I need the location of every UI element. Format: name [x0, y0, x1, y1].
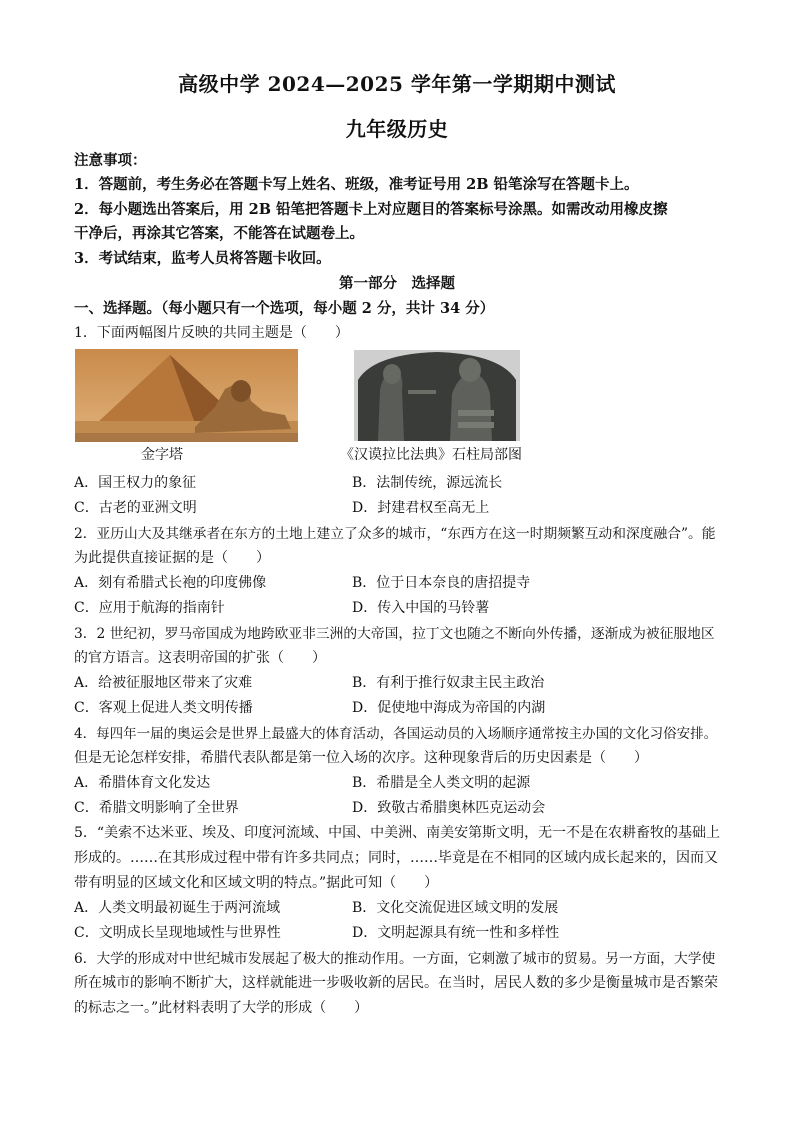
- q3-option-d[interactable]: D．促使地中海成为帝国的内湖: [352, 700, 546, 716]
- hammurabi-stele-photo: [354, 350, 520, 441]
- q2-option-b[interactable]: B．位于日本奈良的唐招提寺: [352, 575, 531, 591]
- q5-option-a[interactable]: A．人类文明最初诞生于两河流域: [74, 900, 281, 916]
- q4-option-d[interactable]: D．致敬古希腊奥林匹克运动会: [352, 800, 546, 816]
- q3-option-a[interactable]: A．给被征服地区带来了灾难: [74, 675, 253, 691]
- q1-option-d[interactable]: D．封建君权至高无上: [352, 500, 490, 516]
- exam-title: 高级中学 2024—2025 学年第一学期期中测试: [178, 72, 616, 96]
- pyramid-caption: 金字塔: [141, 447, 183, 463]
- question-4-stem: 但是无论怎样安排，希腊代表队都是第一位入场的次序。这种现象背后的历史因素是（ ）: [74, 750, 648, 766]
- notice-item: 2．每小题选出答案后，用 2B 铅笔把答题卡上对应题目的答案标号涂黑。如需改动用橡皮擦: [74, 201, 668, 218]
- question-5-stem: 5．“美索不达米亚、埃及、印度河流域、中国、中美洲、南美安第斯文明，无一不是在农耕畜牧的基础上: [74, 825, 721, 841]
- notice-item: 3．考试结束，监考人员将答题卡收回。: [74, 250, 331, 267]
- notice-item: 1．答题前，考生务必在答题卡写上姓名、班级，准考证号用 2B 铅笔涂写在答题卡上。: [74, 176, 639, 193]
- question-2-stem: 为此提供直接证据的是（ ）: [74, 550, 270, 566]
- q2-option-d[interactable]: D．传入中国的马铃薯: [352, 600, 490, 616]
- notice-item: 干净后，再涂其它答案，不能答在试题卷上。: [74, 225, 364, 242]
- question-4-stem: 4．每四年一届的奥运会是世界上最盛大的体育活动，各国运动员的入场顺序通常按主办国的文化习俗安排。: [74, 726, 718, 742]
- question-5-stem: 带有明显的区域文化和区域文明的特点。”据此可知（ ）: [74, 875, 439, 891]
- question-6-stem: 的标志之一。”此材料表明了大学的形成（ ）: [74, 1000, 369, 1016]
- section-heading: 一、选择题。（每小题只有一个选项，每小题 2 分，共计 34 分）: [74, 300, 495, 317]
- notice-heading: 注意事项：: [74, 152, 147, 169]
- q2-option-c[interactable]: C．应用于航海的指南针: [74, 600, 225, 616]
- q5-option-d[interactable]: D．文明起源具有统一性和多样性: [352, 925, 560, 941]
- question-6-stem: 6．大学的形成对中世纪城市发展起了极大的推动作用。一方面，它刺激了城市的贸易。另一方面，大学使: [74, 951, 716, 967]
- question-5-stem: 形成的。……在其形成过程中带有许多共同点；同时，……毕竟是在不相同的区域内成长起来的，因而又: [74, 850, 718, 866]
- q4-option-c[interactable]: C．希腊文明影响了全世界: [74, 800, 239, 816]
- question-6-stem: 所在城市的影响不断扩大，这样就能进一步吸收新的居民。在当时，居民人数的多少是衡量城市是否繁荣: [74, 975, 718, 991]
- part-title: 第一部分 选择题: [339, 275, 455, 292]
- q4-option-b[interactable]: B．希腊是全人类文明的起源: [352, 775, 531, 791]
- question-3-stem: 3．2 世纪初，罗马帝国成为地跨欧亚非三洲的大帝国，拉丁文也随之不断向外传播，逐渐成为被征服地区: [74, 626, 715, 642]
- q5-option-b[interactable]: B．文化交流促进区域文明的发展: [352, 900, 559, 916]
- pyramid-sphinx-photo: [75, 349, 298, 442]
- q5-option-c[interactable]: C．文明成长呈现地域性与世界性: [74, 925, 281, 941]
- q2-option-a[interactable]: A．刻有希腊式长袍的印度佛像: [74, 575, 267, 591]
- q1-option-c[interactable]: C．古老的亚洲文明: [74, 500, 197, 516]
- q1-option-a[interactable]: A．国王权力的象征: [74, 475, 197, 491]
- question-1-stem: 1．下面两幅图片反映的共同主题是（ ）: [74, 325, 349, 341]
- q3-option-c[interactable]: C．客观上促进人类文明传播: [74, 700, 253, 716]
- q3-option-b[interactable]: B．有利于推行奴隶主民主政治: [352, 675, 545, 691]
- q1-option-b[interactable]: B．法制传统，源远流长: [352, 475, 503, 491]
- q4-option-a[interactable]: A．希腊体育文化发达: [74, 775, 211, 791]
- question-2-stem: 2．亚历山大及其继承者在东方的土地上建立了众多的城市，“东西方在这一时期频繁互动和深度融合”。能: [74, 526, 716, 542]
- question-3-stem: 的官方语言。这表明帝国的扩张（ ）: [74, 650, 326, 666]
- stele-caption: 《汉谟拉比法典》石柱局部图: [340, 447, 522, 463]
- exam-subtitle: 九年级历史: [345, 117, 449, 141]
